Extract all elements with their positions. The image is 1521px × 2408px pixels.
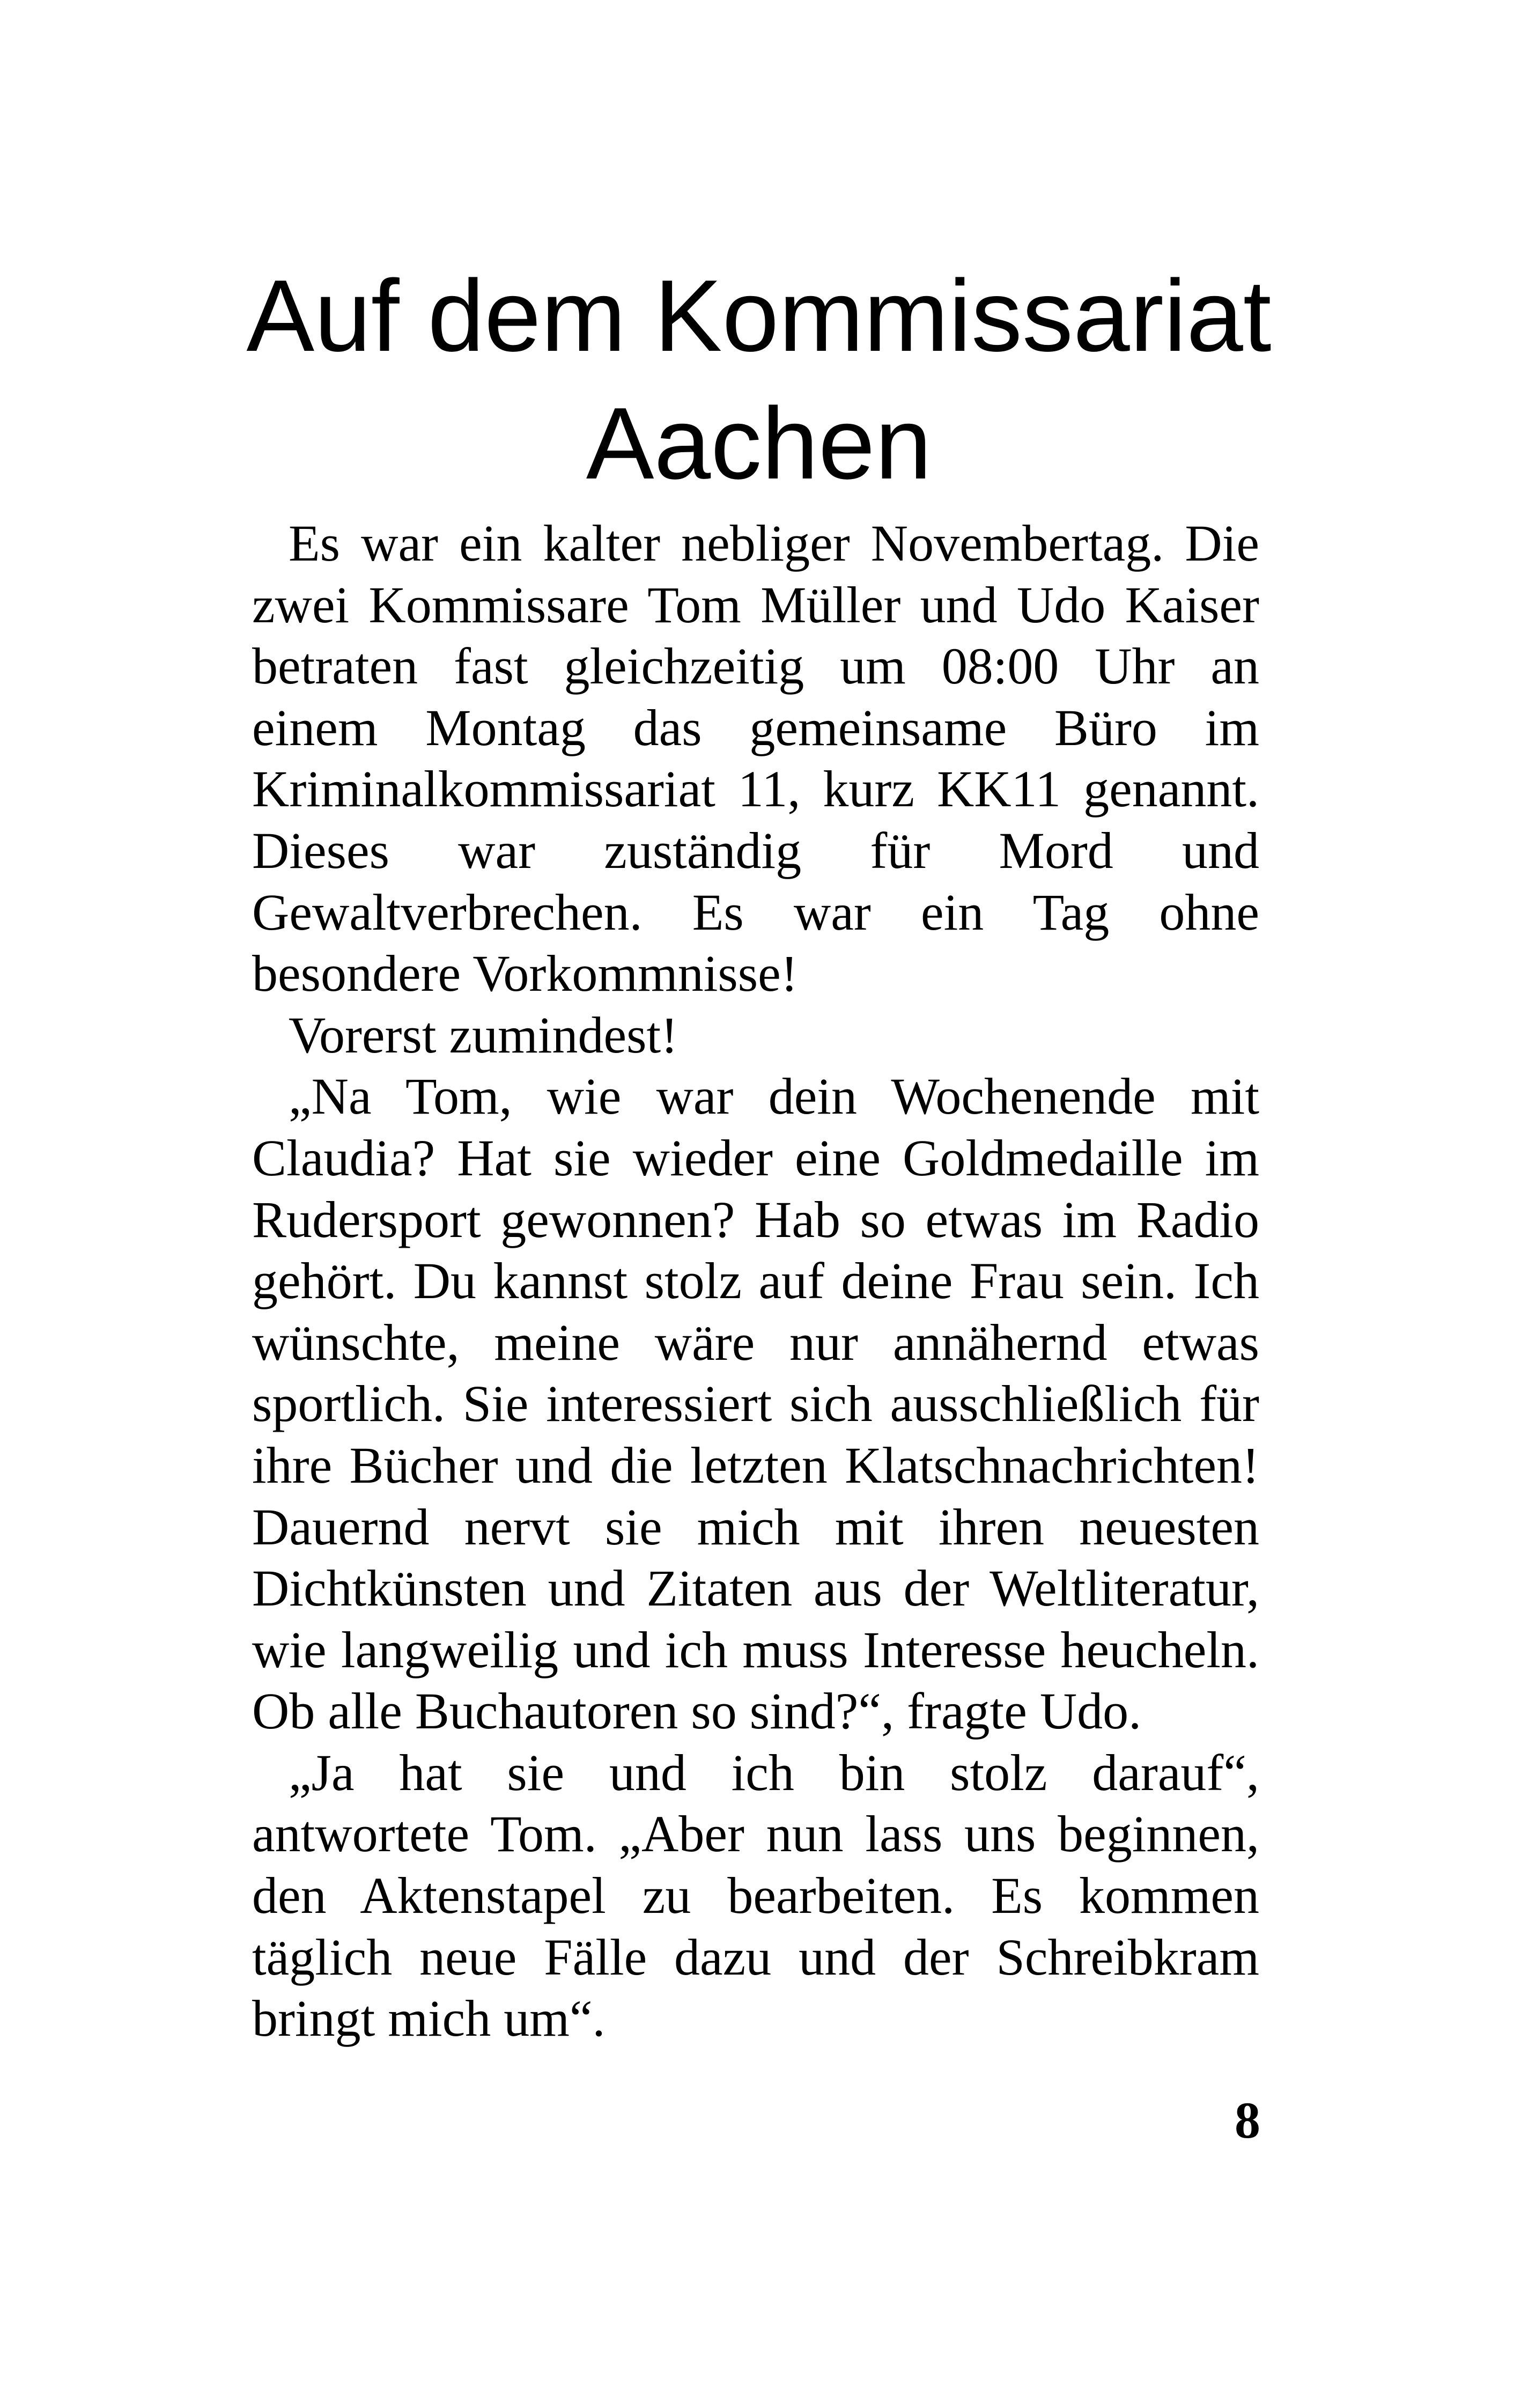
paragraph-udo-dialogue: „Na Tom, wie war dein Wochenende mit Claudia? Hat sie wieder eine Goldmedaille im Rudersport gewonnen? Hab so etwas im Radio gehört. Du kannst stolz auf deine Frau sein. Ich wünschte, meine wäre nur annähernd etwas sportlich. Sie interessiert sich ausschließlich für ihre Bücher und die letzten Klatschnachrichten! Dauernd nervt sie mich mit ihren neuesten Dichtkünsten und Zitaten aus der Weltliteratur, wie langweilig und ich muss Interesse heucheln. Ob alle Buchautoren so sind?“, fragte Udo. bbox=[252, 1067, 1259, 1740]
paragraph-short: Vorerst zumindest! bbox=[289, 1006, 678, 1064]
paragraph-tom-dialogue: „Ja hat sie und ich bin stolz darauf“, antwortete Tom. „Aber nun lass uns beginnen, den Aktenstapel zu bearbeiten. Es kommen täglich neue Fälle dazu und der Schreibkram bringt mich um“. bbox=[252, 1743, 1259, 2048]
chapter-title bbox=[225, 252, 1293, 507]
chapter-title-line-1: Auf dem Kommissariat bbox=[246, 259, 1272, 373]
paragraph-opening: Es war ein kalter nebliger Novembertag. Die zwei Kommissare Tom Müller und Udo Kaiser betraten fast gleichzeitig um 08:00 Uhr an einem Montag das gemeinsame Büro im Kriminalkommissariat 11, kurz KK11 genannt. Dieses war zuständig für Mord und Gewaltverbrechen. Es war ein Tag ohne besondere Vorkommnisse! bbox=[252, 514, 1259, 1003]
chapter-title-line-2: Aachen bbox=[586, 387, 932, 500]
page-number: 8 bbox=[1235, 2092, 1260, 2149]
chapter-body bbox=[252, 513, 1259, 2050]
